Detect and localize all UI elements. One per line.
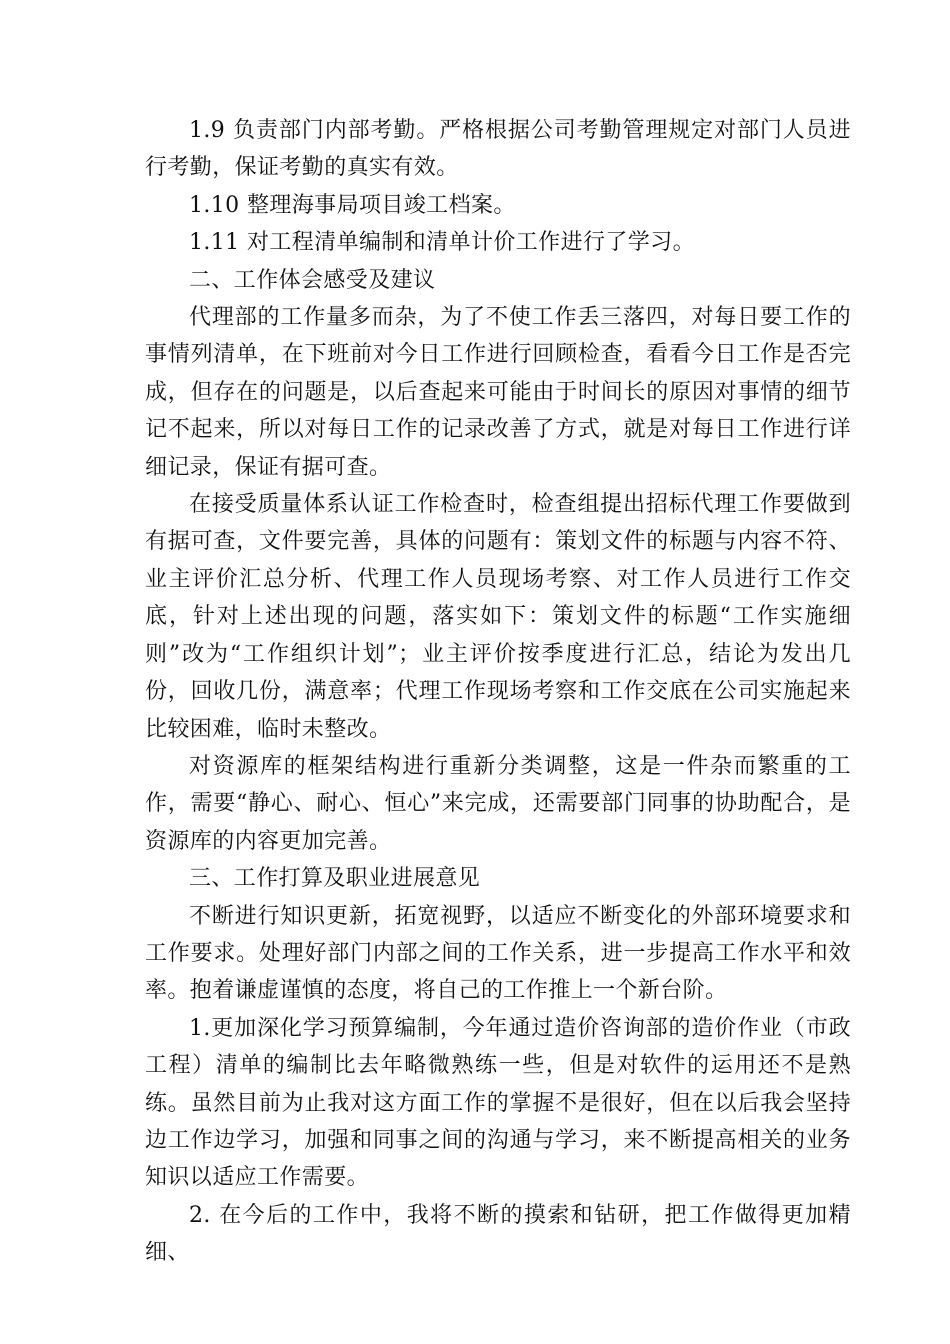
paragraph-quality-check: 在接受质量体系认证工作检查时，检查组提出招标代理工作要做到有据可查，文件要完善，具体的问题有：策划文件的标题与内容不符、业主评价汇总分析、代理工作人员现场考察、对工作人员进行工作交底，针对上述出现的问题，落实如下：策划文件的标题“工作实施细则”改为“工作组织计划”；业主评价按季度进行汇总，结论为发出几份，回收几份，满意率；代理工作现场考察和工作交底在公司实施起来比较困难，临时未整改。 — [145, 492, 851, 742]
paragraph-archive: 1.10 整理海事局项目竣工档案。 — [189, 192, 516, 218]
paragraph-study: 1.11 对工程清单编制和清单计价工作进行了学习。 — [189, 230, 695, 256]
document-body — [145, 112, 851, 1272]
paragraph-attendance: 1.9 负责部门内部考勤。严格根据公司考勤管理规定对部门人员进行考勤，保证考勤的真实有效。 — [145, 118, 851, 181]
section-heading-3: 三、工作打算及职业进展意见 — [189, 866, 481, 892]
paragraph-knowledge-update: 不断进行知识更新，拓宽视野，以适应不断变化的外部环境要求和工作要求。处理好部门内部之间的工作关系，进一步提高工作水平和效率。抱着谦虚谨慎的态度，将自己的工作推上一个新台阶。 — [145, 903, 851, 1004]
paragraph-budget-study: 1.更加深化学习预算编制，今年通过造价咨询部的造价作业（市政工程）清单的编制比去年略微熟练一些，但是对软件的运用还不是熟练。虽然目前为止我对这方面工作的掌握不是很好，但在以后我会坚持边工作边学习，加强和同事之间的沟通与学习，来不断提高相关的业务知识以适应工作需要。 — [145, 1015, 851, 1191]
section-heading-2: 二、工作体会感受及建议 — [189, 267, 436, 293]
paragraph-resource-library: 对资源库的框架结构进行重新分类调整，这是一件杂而繁重的工作，需要“静心、耐心、恒心”来完成，还需要部门同事的协助配合，是资源库的内容更加完善。 — [145, 753, 851, 854]
paragraph-daily-work: 代理部的工作量多而杂，为了不使工作丢三落四，对每日要工作的事情列清单，在下班前对今日工作进行回顾检查，看看今日工作是否完成，但存在的问题是，以后查起来可能由于时间长的原因对事情的细节记不起来，所以对每日工作的记录改善了方式，就是对每日工作进行详细记录，保证有据可查。 — [145, 305, 851, 480]
paragraph-future-work: 2. 在今后的工作中，我将不断的摸索和钻研，把工作做得更加精细、 — [145, 1202, 851, 1266]
